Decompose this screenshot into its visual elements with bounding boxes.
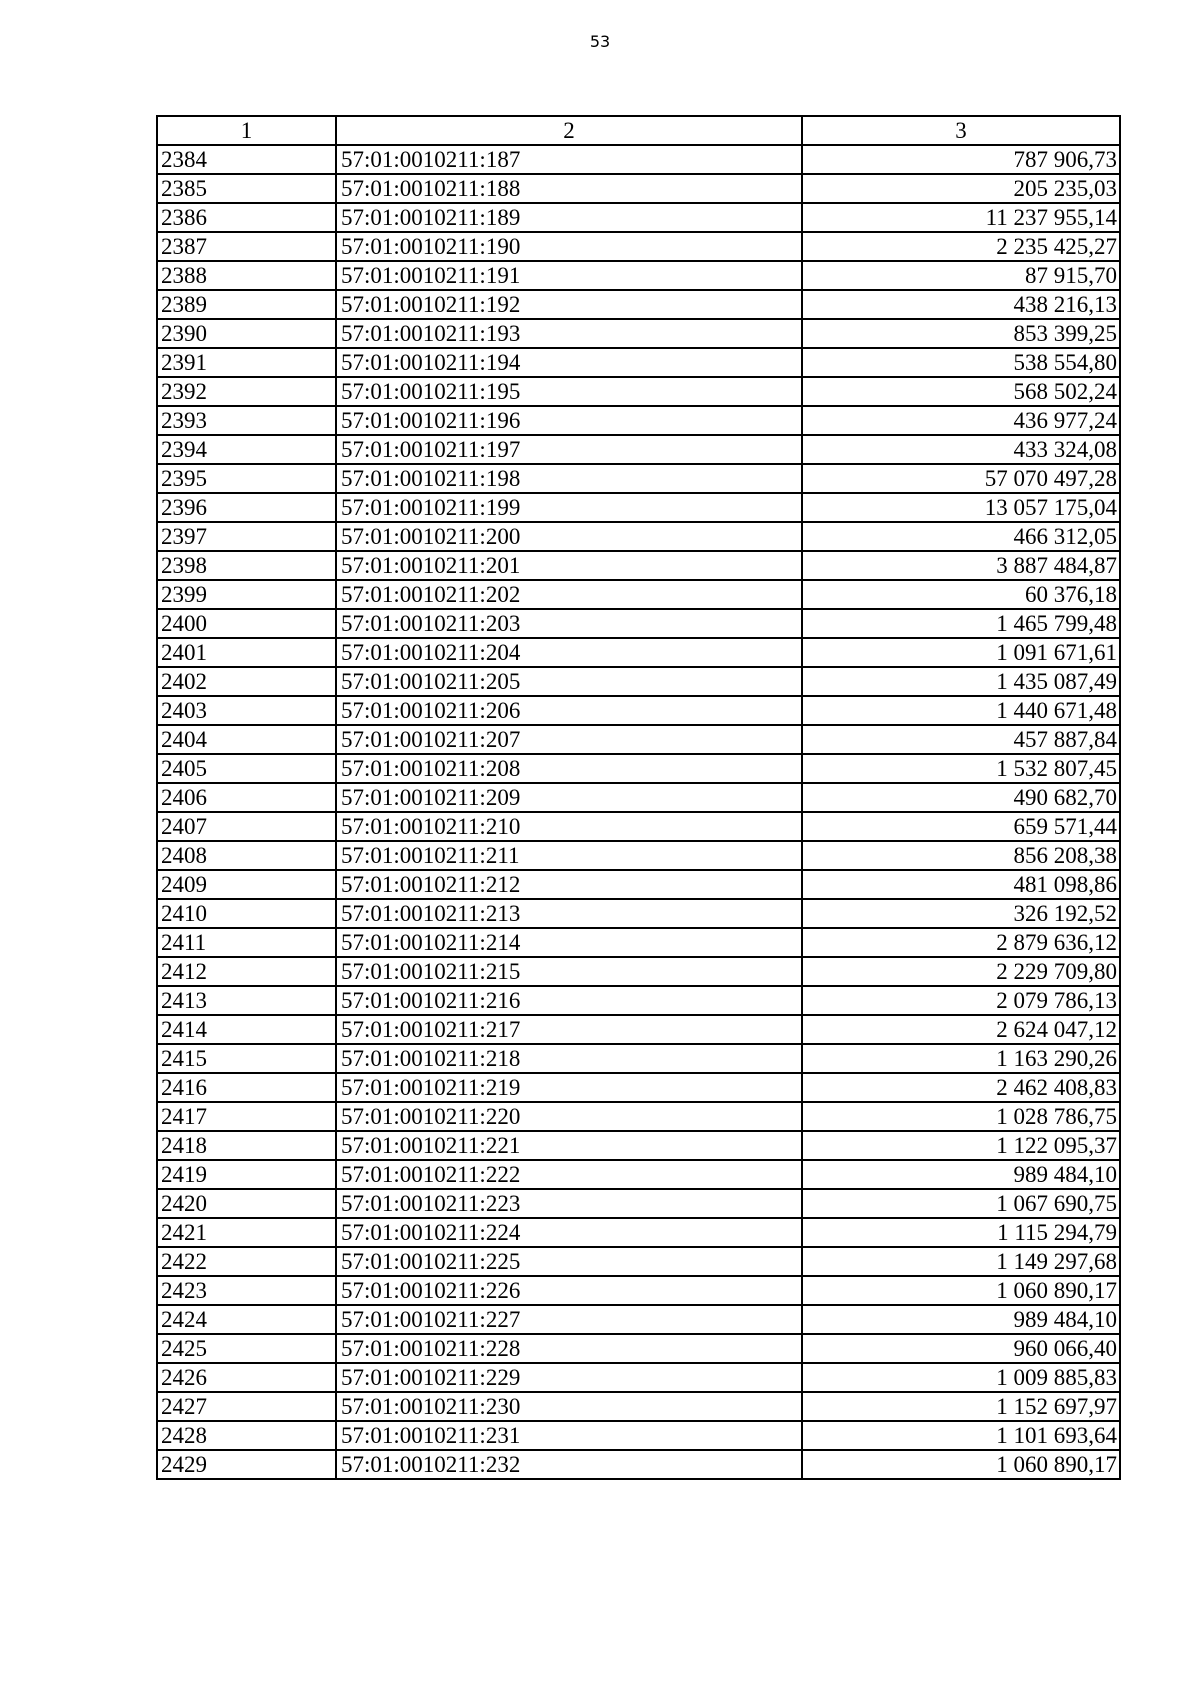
cadastral-value-table [156,115,1121,1480]
cadastral-number-cell: 57:01:0010211:216 [336,986,802,1015]
row-number-cell: 2424 [157,1305,336,1334]
table-row [157,464,1120,493]
row-number-cell: 2405 [157,754,336,783]
row-number-cell: 2412 [157,957,336,986]
cadastral-value-cell: 205 235,03 [802,174,1120,203]
row-number-cell: 2406 [157,783,336,812]
cadastral-number-cell: 57:01:0010211:227 [336,1305,802,1334]
cadastral-value-cell: 2 079 786,13 [802,986,1120,1015]
cadastral-value-cell: 1 067 690,75 [802,1189,1120,1218]
cadastral-number-cell: 57:01:0010211:232 [336,1450,802,1479]
table-row [157,1276,1120,1305]
cadastral-number-cell: 57:01:0010211:191 [336,261,802,290]
cadastral-number-cell: 57:01:0010211:222 [336,1160,802,1189]
row-number-cell: 2428 [157,1421,336,1450]
table-row [157,957,1120,986]
row-number-cell: 2414 [157,1015,336,1044]
row-number-cell: 2392 [157,377,336,406]
cadastral-number-cell: 57:01:0010211:228 [336,1334,802,1363]
header-col-3: 3 [802,116,1120,145]
page-number: 53 [589,32,611,51]
table-row [157,261,1120,290]
table-row [157,1247,1120,1276]
cadastral-value-cell: 568 502,24 [802,377,1120,406]
row-number-cell: 2417 [157,1102,336,1131]
cadastral-value-cell: 1 060 890,17 [802,1450,1120,1479]
cadastral-number-cell: 57:01:0010211:197 [336,435,802,464]
table-row [157,1421,1120,1450]
table-row [157,1044,1120,1073]
cadastral-number-cell: 57:01:0010211:198 [336,464,802,493]
cadastral-value-cell: 1 465 799,48 [802,609,1120,638]
row-number-cell: 2416 [157,1073,336,1102]
table-row [157,435,1120,464]
cadastral-number-cell: 57:01:0010211:189 [336,203,802,232]
cadastral-value-cell: 2 235 425,27 [802,232,1120,261]
cadastral-number-cell: 57:01:0010211:188 [336,174,802,203]
cadastral-value-cell: 2 229 709,80 [802,957,1120,986]
table-row [157,1015,1120,1044]
row-number-cell: 2429 [157,1450,336,1479]
row-number-cell: 2385 [157,174,336,203]
table-row [157,667,1120,696]
cadastral-value-cell: 989 484,10 [802,1305,1120,1334]
cadastral-value-cell: 13 057 175,04 [802,493,1120,522]
row-number-cell: 2420 [157,1189,336,1218]
table-row [157,696,1120,725]
table-header [157,116,1120,145]
table-body [157,145,1120,1479]
cadastral-number-cell: 57:01:0010211:223 [336,1189,802,1218]
table-row [157,232,1120,261]
row-number-cell: 2397 [157,522,336,551]
table-row [157,377,1120,406]
row-number-cell: 2396 [157,493,336,522]
table-row [157,812,1120,841]
table-row [157,319,1120,348]
cadastral-value-cell: 1 440 671,48 [802,696,1120,725]
table-row [157,1334,1120,1363]
cadastral-number-cell: 57:01:0010211:194 [336,348,802,377]
cadastral-value-cell: 466 312,05 [802,522,1120,551]
row-number-cell: 2404 [157,725,336,754]
cadastral-value-cell: 1 101 693,64 [802,1421,1120,1450]
table-row [157,145,1120,174]
cadastral-value-cell: 11 237 955,14 [802,203,1120,232]
row-number-cell: 2413 [157,986,336,1015]
table-row [157,1450,1120,1479]
row-number-cell: 2410 [157,899,336,928]
cadastral-number-cell: 57:01:0010211:207 [336,725,802,754]
row-number-cell: 2400 [157,609,336,638]
cadastral-value-cell: 1 435 087,49 [802,667,1120,696]
cadastral-value-cell: 490 682,70 [802,783,1120,812]
row-number-cell: 2391 [157,348,336,377]
cadastral-value-cell: 787 906,73 [802,145,1120,174]
cadastral-number-cell: 57:01:0010211:212 [336,870,802,899]
row-number-cell: 2394 [157,435,336,464]
table-row [157,290,1120,319]
cadastral-number-cell: 57:01:0010211:205 [336,667,802,696]
cadastral-number-cell: 57:01:0010211:217 [336,1015,802,1044]
row-number-cell: 2411 [157,928,336,957]
cadastral-value-cell: 2 462 408,83 [802,1073,1120,1102]
row-number-cell: 2427 [157,1392,336,1421]
cadastral-number-cell: 57:01:0010211:203 [336,609,802,638]
row-number-cell: 2422 [157,1247,336,1276]
cadastral-value-cell: 1 009 885,83 [802,1363,1120,1392]
row-number-cell: 2421 [157,1218,336,1247]
table-row [157,493,1120,522]
cadastral-value-cell: 436 977,24 [802,406,1120,435]
cadastral-value-cell: 856 208,38 [802,841,1120,870]
table-row [157,1073,1120,1102]
table-row [157,580,1120,609]
row-number-cell: 2415 [157,1044,336,1073]
cadastral-value-cell: 2 624 047,12 [802,1015,1120,1044]
cadastral-number-cell: 57:01:0010211:221 [336,1131,802,1160]
row-number-cell: 2390 [157,319,336,348]
cadastral-number-cell: 57:01:0010211:193 [336,319,802,348]
cadastral-number-cell: 57:01:0010211:206 [336,696,802,725]
cadastral-value-cell: 1 532 807,45 [802,754,1120,783]
table-row [157,1363,1120,1392]
table-row [157,203,1120,232]
table-row [157,551,1120,580]
cadastral-value-cell: 457 887,84 [802,725,1120,754]
cadastral-value-cell: 2 879 636,12 [802,928,1120,957]
table-row [157,928,1120,957]
header-row [157,116,1120,145]
row-number-cell: 2386 [157,203,336,232]
cadastral-number-cell: 57:01:0010211:187 [336,145,802,174]
row-number-cell: 2423 [157,1276,336,1305]
table-row [157,1189,1120,1218]
cadastral-number-cell: 57:01:0010211:214 [336,928,802,957]
table-row [157,1305,1120,1334]
table-row [157,1218,1120,1247]
cadastral-number-cell: 57:01:0010211:192 [336,290,802,319]
cadastral-value-cell: 1 060 890,17 [802,1276,1120,1305]
cadastral-number-cell: 57:01:0010211:219 [336,1073,802,1102]
table-row [157,174,1120,203]
row-number-cell: 2409 [157,870,336,899]
table-row [157,406,1120,435]
row-number-cell: 2402 [157,667,336,696]
cadastral-value-cell: 438 216,13 [802,290,1120,319]
cadastral-number-cell: 57:01:0010211:196 [336,406,802,435]
cadastral-number-cell: 57:01:0010211:225 [336,1247,802,1276]
cadastral-value-cell: 1 115 294,79 [802,1218,1120,1247]
cadastral-value-cell: 960 066,40 [802,1334,1120,1363]
table-row [157,841,1120,870]
cadastral-number-cell: 57:01:0010211:209 [336,783,802,812]
header-col-1: 1 [157,116,336,145]
row-number-cell: 2418 [157,1131,336,1160]
table-row [157,522,1120,551]
row-number-cell: 2403 [157,696,336,725]
row-number-cell: 2395 [157,464,336,493]
table-row [157,725,1120,754]
cadastral-number-cell: 57:01:0010211:208 [336,754,802,783]
cadastral-number-cell: 57:01:0010211:190 [336,232,802,261]
table-row [157,754,1120,783]
cadastral-value-cell: 1 149 297,68 [802,1247,1120,1276]
cadastral-number-cell: 57:01:0010211:195 [336,377,802,406]
cadastral-number-cell: 57:01:0010211:211 [336,841,802,870]
cadastral-value-cell: 481 098,86 [802,870,1120,899]
cadastral-number-cell: 57:01:0010211:226 [336,1276,802,1305]
cadastral-value-cell: 989 484,10 [802,1160,1120,1189]
row-number-cell: 2426 [157,1363,336,1392]
cadastral-value-cell: 326 192,52 [802,899,1120,928]
table-row [157,899,1120,928]
row-number-cell: 2425 [157,1334,336,1363]
cadastral-value-cell: 1 163 290,26 [802,1044,1120,1073]
row-number-cell: 2407 [157,812,336,841]
cadastral-number-cell: 57:01:0010211:220 [336,1102,802,1131]
cadastral-value-cell: 3 887 484,87 [802,551,1120,580]
cadastral-number-cell: 57:01:0010211:199 [336,493,802,522]
cadastral-value-cell: 433 324,08 [802,435,1120,464]
row-number-cell: 2398 [157,551,336,580]
row-number-cell: 2399 [157,580,336,609]
table-row [157,1160,1120,1189]
cadastral-number-cell: 57:01:0010211:204 [336,638,802,667]
table-row [157,783,1120,812]
cadastral-value-cell: 1 091 671,61 [802,638,1120,667]
table-row [157,986,1120,1015]
cadastral-value-cell: 1 152 697,97 [802,1392,1120,1421]
table-row [157,1392,1120,1421]
table-row [157,609,1120,638]
cadastral-value-cell: 853 399,25 [802,319,1120,348]
cadastral-value-cell: 60 376,18 [802,580,1120,609]
cadastral-value-cell: 57 070 497,28 [802,464,1120,493]
cadastral-number-cell: 57:01:0010211:215 [336,957,802,986]
row-number-cell: 2408 [157,841,336,870]
row-number-cell: 2389 [157,290,336,319]
row-number-cell: 2393 [157,406,336,435]
row-number-cell: 2419 [157,1160,336,1189]
row-number-cell: 2384 [157,145,336,174]
table-row [157,870,1120,899]
row-number-cell: 2401 [157,638,336,667]
table-row [157,348,1120,377]
cadastral-value-cell: 87 915,70 [802,261,1120,290]
cadastral-value-cell: 538 554,80 [802,348,1120,377]
header-col-2: 2 [336,116,802,145]
cadastral-value-cell: 659 571,44 [802,812,1120,841]
cadastral-number-cell: 57:01:0010211:224 [336,1218,802,1247]
cadastral-number-cell: 57:01:0010211:202 [336,580,802,609]
cadastral-number-cell: 57:01:0010211:229 [336,1363,802,1392]
cadastral-number-cell: 57:01:0010211:210 [336,812,802,841]
table-row [157,638,1120,667]
row-number-cell: 2388 [157,261,336,290]
cadastral-number-cell: 57:01:0010211:201 [336,551,802,580]
cadastral-number-cell: 57:01:0010211:218 [336,1044,802,1073]
row-number-cell: 2387 [157,232,336,261]
cadastral-number-cell: 57:01:0010211:200 [336,522,802,551]
table-row [157,1131,1120,1160]
cadastral-number-cell: 57:01:0010211:231 [336,1421,802,1450]
cadastral-number-cell: 57:01:0010211:230 [336,1392,802,1421]
cadastral-value-cell: 1 122 095,37 [802,1131,1120,1160]
table-row [157,1102,1120,1131]
cadastral-number-cell: 57:01:0010211:213 [336,899,802,928]
cadastral-value-cell: 1 028 786,75 [802,1102,1120,1131]
